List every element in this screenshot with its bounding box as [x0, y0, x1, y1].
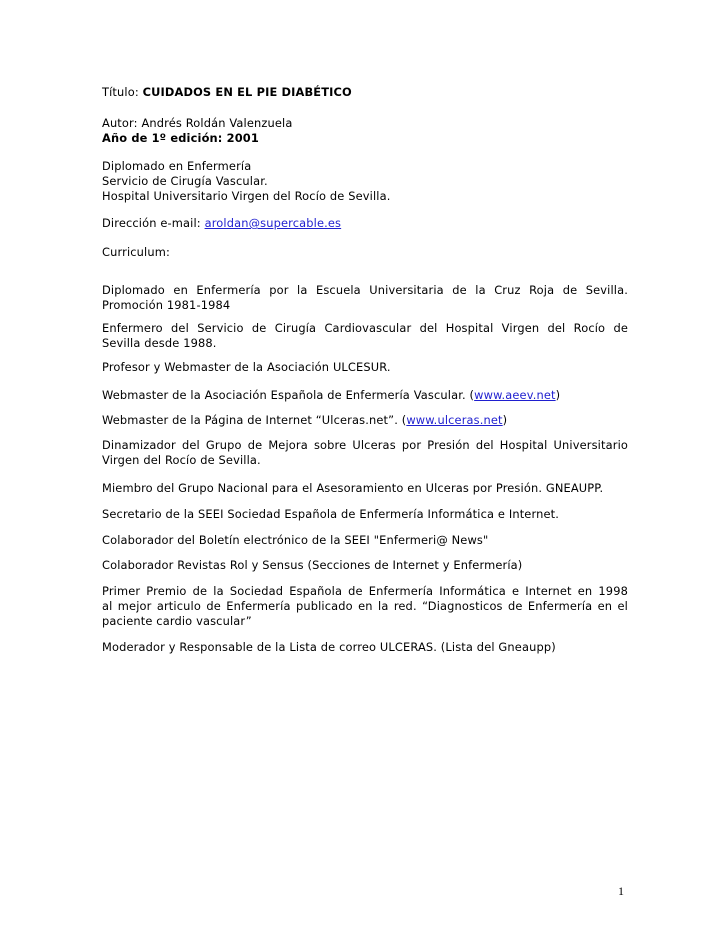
cv-paragraph-line: paciente cardio vascular”	[102, 614, 252, 628]
aeev-link[interactable]: www.aeev.net	[474, 388, 556, 402]
affiliation-line: Servicio de Cirugía Vascular.	[102, 174, 268, 188]
cv-paragraph-line: Enfermero del Servicio de Cirugía Cardiovascular del Hospital Virgen del Rocío de	[102, 321, 628, 335]
cv-text: Webmaster de la Página de Internet “Ulceras.net”. (	[102, 413, 407, 427]
cv-paragraph-line: Dinamizador del Grupo de Mejora sobre Ulceras por Presión del Hospital Universitario	[102, 438, 628, 452]
cv-paragraph: Miembro del Grupo Nacional para el Asesoramiento en Ulceras por Presión. GNEAUPP.	[102, 481, 604, 495]
page-number: 1	[618, 884, 624, 898]
cv-paragraph-line: Diplomado en Enfermería por la Escuela Universitaria de la Cruz Roja de Sevilla.	[102, 283, 628, 297]
ulceras-link[interactable]: www.ulceras.net	[406, 413, 503, 427]
cv-paragraph-line: Primer Premio de la Sociedad Española de Enfermería Informática e Internet en 1998	[102, 584, 628, 598]
title-line	[102, 84, 352, 100]
cv-paragraph: Profesor y Webmaster de la Asociación ULCESUR.	[102, 360, 391, 374]
curriculum-heading: Curriculum:	[102, 245, 170, 259]
author-line: Autor: Andrés Roldán Valenzuela	[102, 116, 293, 130]
cv-paragraph	[102, 387, 560, 403]
cv-paragraph: Moderador y Responsable de la Lista de correo ULCERAS. (Lista del Gneaupp)	[102, 640, 556, 654]
cv-text: )	[555, 388, 561, 402]
email-label: Dirección e-mail:	[102, 216, 201, 230]
cv-paragraph: Colaborador Revistas Rol y Sensus (Secciones de Internet y Enfermería)	[102, 558, 523, 572]
cv-text: Webmaster de la Asociación Española de Enfermería Vascular. (	[102, 388, 475, 402]
cv-paragraph	[102, 412, 507, 428]
affiliation-line: Diplomado en Enfermería	[102, 159, 252, 173]
cv-paragraph-line: al mejor articulo de Enfermería publicado en la red. “Diagnosticos de Enfermería en el	[102, 599, 628, 613]
email-line	[102, 215, 341, 231]
cv-paragraph: Colaborador del Boletín electrónico de la SEEI "Enfermeri@ News"	[102, 533, 489, 547]
title-label: Título:	[102, 85, 139, 99]
cv-text: )	[502, 413, 508, 427]
document-title: CUIDADOS EN EL PIE DIABÉTICO	[142, 85, 352, 99]
affiliation-line: Hospital Universitario Virgen del Rocío de Sevilla.	[102, 189, 391, 203]
email-link[interactable]: aroldan@supercable.es	[204, 216, 342, 230]
cv-paragraph: Secretario de la SEEI Sociedad Española de Enfermería Informática e Internet.	[102, 507, 560, 521]
edition-line: Año de 1º edición: 2001	[102, 131, 259, 145]
cv-paragraph-line: Virgen del Rocío de Sevilla.	[102, 453, 261, 467]
cv-paragraph-line: Promoción 1981-1984	[102, 298, 231, 312]
cv-paragraph-line: Sevilla desde 1988.	[102, 336, 217, 350]
